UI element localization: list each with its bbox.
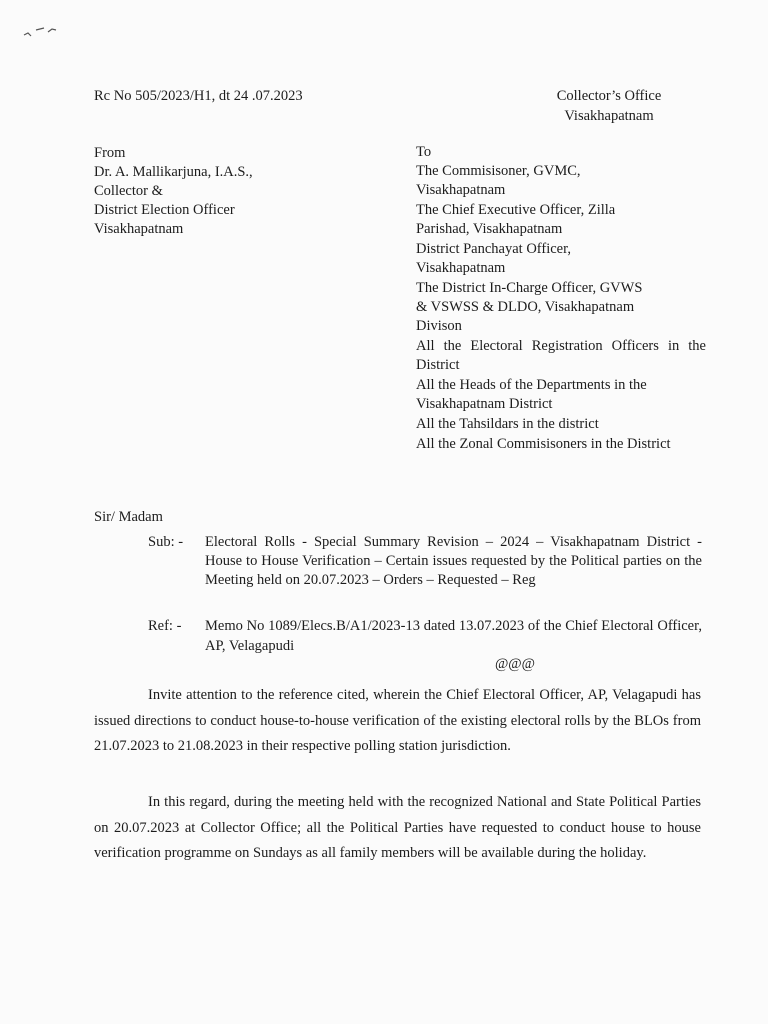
recipient-item: The Commisisoner, GVMC, Visakhapatnam: [416, 163, 581, 198]
recipient-label: To: [416, 144, 432, 160]
office-name: Collector’s Office: [556, 88, 662, 104]
body-paragraph: Invite attention to the reference cited, wherein the Chief Electoral Officer, AP, Velagapudi has issued directions to conduct house-to-house verification of the existing electoral rolls by the BLOs from 21.07.2023 to 21.08.2023 in their respective polling station jurisdiction.: [94, 687, 701, 754]
office-address: [520, 87, 698, 126]
sender-block: [94, 144, 253, 239]
body-paragraph: In this regard, during the meeting held with the recognized National and State Political Parties on 20.07.2023 at Collector Office; all the Political Parties have requested to conduct house to house verification programme on Sundays as all family members will be available during the holiday.: [94, 794, 701, 861]
separator-symbol: @@@: [494, 656, 535, 672]
reference-text: Memo No 1089/Elecs.B/A1/2023-13 dated 13.07.2023 of the Chief Electoral Officer, AP, Velagapudi: [205, 618, 702, 654]
recipient-item: All the Heads of the Departments in the Visakhapatnam District: [416, 377, 647, 412]
subject-text: Electoral Rolls - Special Summary Revision – 2024 – Visakhapatnam District - House to House Verification – Certain issues requested by the Political parties on the Meeting held on 20.07.2023 – Orders – Requested – Reg: [205, 534, 702, 588]
reference-label: Ref: -: [148, 618, 182, 634]
reference-number: Rc No 505/2023/H1, dt 24 .07.2023: [94, 88, 303, 104]
recipient-block: [416, 143, 706, 455]
sender-line: Collector &: [94, 183, 163, 199]
scan-speck-mark: [22, 24, 62, 38]
subject-label: Sub: -: [148, 534, 184, 550]
sender-label: From: [94, 145, 126, 161]
recipient-item: The District In-Charge Officer, GVWS & VSWSS & DLDO, Visakhapatnam Divison: [416, 280, 643, 334]
sender-line: Visakhapatnam: [94, 221, 184, 237]
recipient-item: All the Tahsildars in the district: [416, 416, 599, 432]
recipient-item: All the Electoral Registration Officers in the District: [416, 338, 706, 373]
sender-line: Dr. A. Mallikarjuna, I.A.S.,: [94, 164, 253, 180]
office-city: Visakhapatnam: [564, 107, 654, 124]
salutation: Sir/ Madam: [94, 509, 163, 525]
sender-line: District Election Officer: [94, 202, 235, 218]
recipient-item: All the Zonal Commisisoners in the District: [416, 436, 671, 452]
recipient-item: The Chief Executive Officer, Zilla Parishad, Visakhapatnam: [416, 202, 616, 237]
recipient-item: District Panchayat Officer, Visakhapatnam: [416, 241, 571, 276]
